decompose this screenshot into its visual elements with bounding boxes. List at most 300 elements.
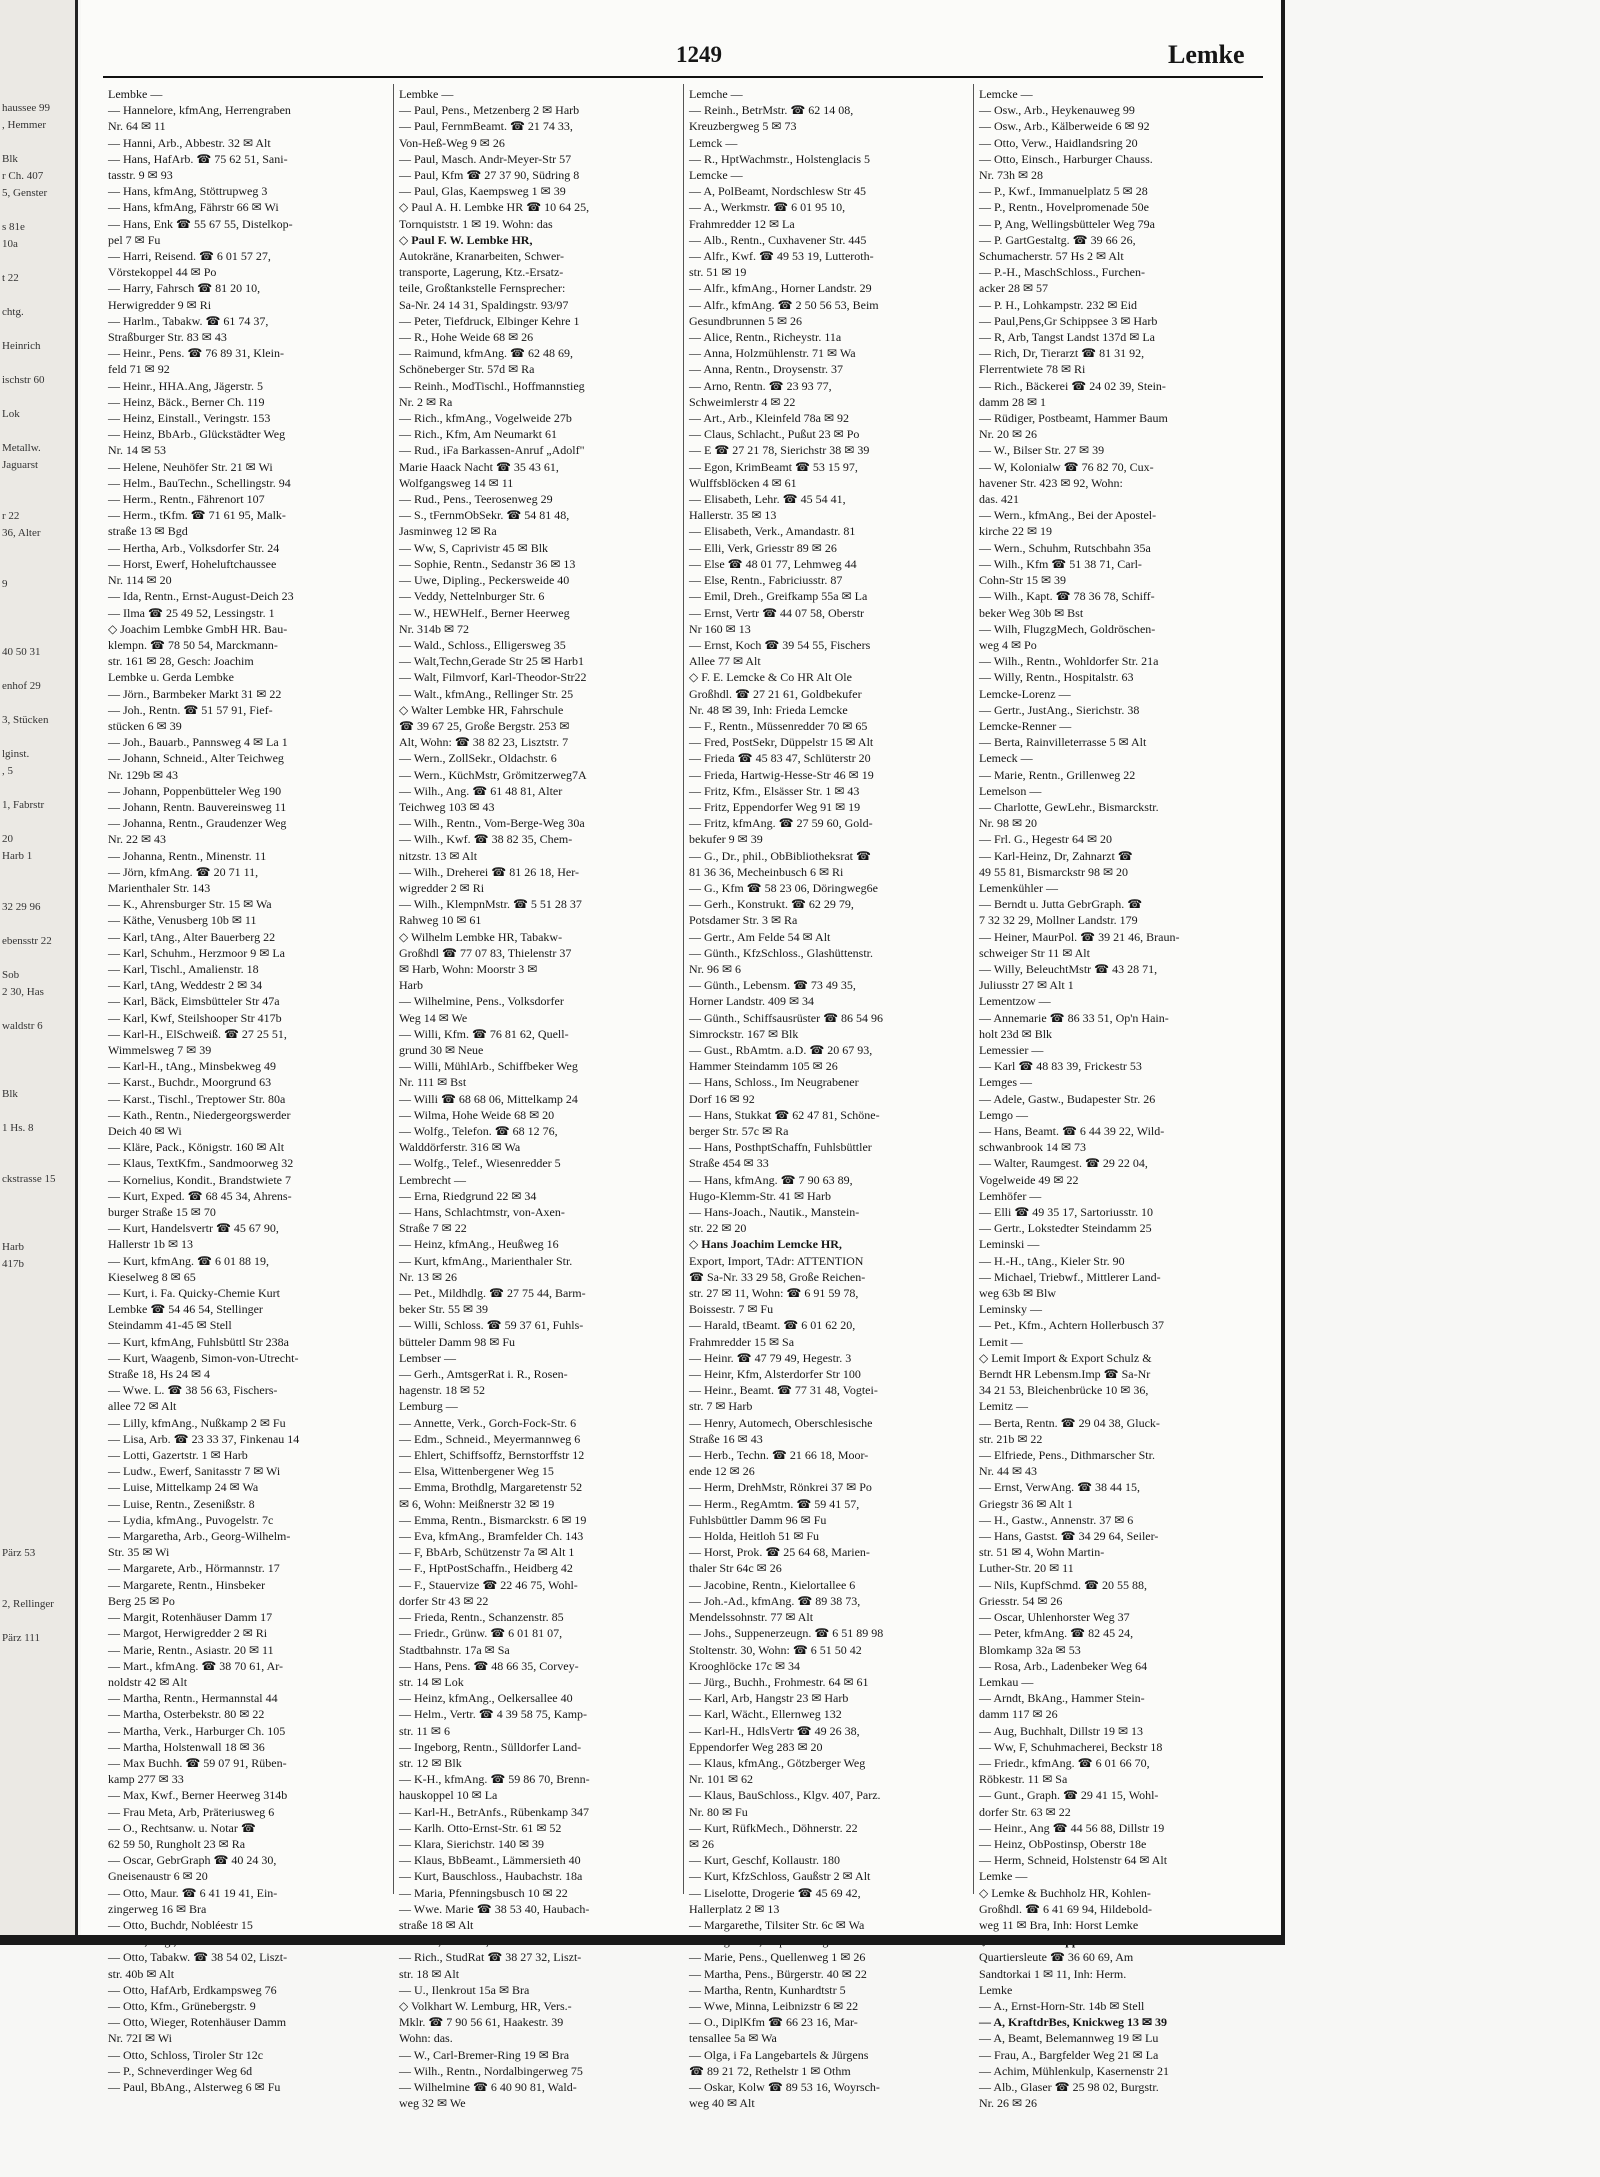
directory-entry: Jasminweg 12 ✉ Ra xyxy=(399,524,497,539)
adjacent-page-fragment: Heinrich xyxy=(2,340,41,352)
directory-entry: — Wilh., Rentn., Vom-Berge-Weg 30a xyxy=(399,816,585,831)
directory-entry: straße 13 ✉ Bgd xyxy=(108,524,188,539)
surname-heading: Lemessier — xyxy=(979,1042,1044,1057)
directory-entry: — Heiner, MaurPol. ☎ 39 21 46, Braun- xyxy=(979,929,1180,944)
directory-entry: ✉ 6, Wohn: Meißnerstr 32 ✉ 19 xyxy=(399,1496,555,1511)
adjacent-page-fragment: , Hemmer xyxy=(2,119,46,131)
directory-entry: Simrockstr. 167 ✉ Blk xyxy=(689,1026,799,1041)
directory-entry: — Frl. G., Hegestr 64 ✉ 20 xyxy=(979,832,1113,847)
directory-entry: Wolfgangsweg 14 ✉ 11 xyxy=(399,475,514,490)
directory-entry: — K., Ahrensburger Str. 15 ✉ Wa xyxy=(108,897,272,912)
directory-entry: ◇ Volkhart W. Lemburg, HR, Vers.- xyxy=(399,1998,572,2013)
adjacent-page-fragment xyxy=(0,1103,75,1120)
directory-entry: — Paul, Kfm ☎ 27 37 90, Südring 8 xyxy=(399,168,580,183)
directory-entry: Hallerplatz 2 ✉ 13 xyxy=(689,1901,780,1916)
directory-entry: — Paul, Masch. Andr-Meyer-Str 57 xyxy=(399,151,572,166)
directory-entry: — Lydia, kfmAng., Puvogelstr. 7c xyxy=(108,1512,274,1527)
directory-entry: str. 7 ✉ Harb xyxy=(689,1399,753,1414)
directory-entry: Straße 7 ✉ 22 xyxy=(399,1221,467,1236)
adjacent-page-fragment xyxy=(0,916,75,933)
adjacent-page-fragment: 3, Stücken xyxy=(2,714,49,726)
directory-entry: — Wilh., Kwf. ☎ 38 82 35, Chem- xyxy=(399,832,573,847)
surname-heading: Lemges — xyxy=(979,1075,1032,1090)
directory-entry: — Rich, Dr, Tierarzt ☎ 81 31 92, xyxy=(979,346,1145,361)
directory-entry: — Johanna, Rentn., Minenstr. 11 xyxy=(108,848,267,863)
directory-entry: — Kurt, Waagenb, Simon-von-Utrecht- xyxy=(108,1350,299,1365)
directory-entry: Stadtbahnstr. 17a ✉ Sa xyxy=(399,1642,510,1657)
directory-entry: — Herm., tKfm. ☎ 71 61 95, Malk- xyxy=(108,508,286,523)
directory-entry: str. 22 ✉ 20 xyxy=(689,1221,747,1236)
directory-entry: — Willi, Kfm. ☎ 76 81 62, Quell- xyxy=(399,1026,569,1041)
directory-entry: — Lilly, kfmAng., Nußkamp 2 ✉ Fu xyxy=(108,1415,286,1430)
directory-entry: Großhdl. ☎ 6 41 69 94, Hildebold- xyxy=(979,1901,1152,1916)
directory-entry: — Wern., KüchMstr, Grömitzerweg7A xyxy=(399,767,587,782)
directory-entry: Sa-Nr. 24 14 31, Spaldingstr. 93/97 xyxy=(399,297,569,312)
directory-entry: — Art., Arb., Kleinfeld 78a ✉ 92 xyxy=(689,411,850,426)
directory-entry: Nr. 2 ✉ Ra xyxy=(399,394,453,409)
adjacent-page-fragment: 36, Alter xyxy=(2,527,41,539)
directory-entry: havener Str. 423 ✉ 92, Wohn: xyxy=(979,475,1123,490)
directory-entry: Berg 25 ✉ Po xyxy=(108,1593,175,1608)
directory-entry: Frahmredder 15 ✉ Sa xyxy=(689,1334,795,1349)
directory-entry: — Holda, Heitloh 51 ✉ Fu xyxy=(689,1529,820,1544)
directory-entry: — E ☎ 27 21 78, Sierichstr 38 ✉ 39 xyxy=(689,443,870,458)
surname-heading: Lemkau — xyxy=(979,1674,1034,1689)
directory-entry: — Elli ☎ 49 35 17, Sartoriusstr. 10 xyxy=(979,1205,1153,1220)
adjacent-page-fragment xyxy=(0,1409,75,1426)
adjacent-page-fragment xyxy=(0,1154,75,1171)
directory-entry: str. 18 ✉ Alt xyxy=(399,1966,460,1981)
adjacent-page-fragment: lginst. xyxy=(2,748,30,760)
directory-entry: — Wilma, Hohe Weide 68 ✉ 20 xyxy=(399,1107,555,1122)
directory-entry: Blomkamp 32a ✉ 53 xyxy=(979,1642,1081,1657)
directory-entry: — Johann, Schneid., Alter Teichweg xyxy=(108,751,284,766)
directory-entry: Potsdamer Str. 3 ✉ Ra xyxy=(689,913,798,928)
directory-entry: ◇ Paul F. W. Lembke HR, xyxy=(399,232,533,247)
directory-entry: — Otto, Maur. ☎ 6 41 19 41, Ein- xyxy=(108,1885,278,1900)
header-rule xyxy=(103,76,1263,78)
surname-heading: Lembke — xyxy=(108,87,163,101)
adjacent-page-fragment xyxy=(0,1307,75,1324)
directory-entry: — Klaus, BauSchloss., Klgv. 407, Parz. xyxy=(689,1788,881,1803)
directory-entry: — Wern., Schuhm, Rutschbahn 35a xyxy=(979,540,1151,555)
directory-entry: — Pet., Mildhdlg. ☎ 27 75 44, Barm- xyxy=(399,1286,586,1301)
directory-entry: Von-Heß-Weg 9 ✉ 26 xyxy=(399,135,505,150)
directory-entry: — Willy, BeleuchtMstr ☎ 43 28 71, xyxy=(979,961,1158,976)
directory-entry: — Joh., Bauarb., Pannsweg 4 ✉ La 1 xyxy=(108,735,288,750)
directory-entry: — Nils, KupfSchmd. ☎ 20 55 88, xyxy=(979,1577,1147,1592)
directory-entry: — Alb., Rentn., Cuxhavener Str. 445 xyxy=(689,232,867,247)
adjacent-page-fragment: chtg. xyxy=(2,306,24,318)
directory-entry: Nr. 80 ✉ Fu xyxy=(689,1804,748,1819)
surname-heading: Lemitz — xyxy=(979,1399,1028,1414)
directory-entry: Nr. 73h ✉ 28 xyxy=(979,168,1044,183)
directory-entry: — P. H., Lohkampstr. 232 ✉ Eid xyxy=(979,297,1138,312)
directory-entry: — Wilhelmine ☎ 6 40 90 81, Wald- xyxy=(399,2079,577,2094)
surname-heading: Lembke — xyxy=(399,87,454,101)
directory-entry: — Karl-H., BetrAnfs., Rübenkamp 347 xyxy=(399,1804,589,1819)
adjacent-page-fragment xyxy=(0,1001,75,1018)
directory-entry: Frahmredder 12 ✉ La xyxy=(689,216,795,231)
directory-entry: noldstr 42 ✉ Alt xyxy=(108,1674,188,1689)
directory-entry: — Luise, Mittelkamp 24 ✉ Wa xyxy=(108,1480,259,1495)
directory-entry: — Emma, Rentn., Bismarckstr. 6 ✉ 19 xyxy=(399,1512,587,1527)
directory-entry: — Herm., Rentn., Fährenort 107 xyxy=(108,492,265,507)
directory-entry: — Karl, Tischl., Amalienstr. 18 xyxy=(108,961,259,976)
adjacent-page-fragment xyxy=(0,287,75,304)
adjacent-page-fragment: r 22 xyxy=(2,510,20,522)
directory-entry: dorfer Str 43 ✉ 22 xyxy=(399,1593,489,1608)
directory-entry: — Karl, Arb, Hangstr 23 ✉ Harb xyxy=(689,1691,849,1706)
page-number: 1249 xyxy=(676,42,722,67)
directory-entry: — Max Buchh. ☎ 59 07 91, Rüben- xyxy=(108,1755,287,1770)
directory-entry: — Lisa, Arb. ☎ 23 33 37, Finkenau 14 xyxy=(108,1431,300,1446)
directory-entry: — F, BbArb, Schützenstr 7a ✉ Alt 1 xyxy=(399,1545,575,1560)
surname-heading: Lemgo — xyxy=(979,1107,1028,1122)
surname-heading: Lembrecht — xyxy=(399,1172,466,1187)
directory-entry: — Elsa, Wittenbergener Weg 15 xyxy=(399,1464,554,1479)
directory-entry: — Eva, kfmAng., Bramfelder Ch. 143 xyxy=(399,1529,584,1544)
directory-entry: — Heinz, kfmAng., Heußweg 16 xyxy=(399,1237,559,1252)
directory-entry: — Günth., Lebensm. ☎ 73 49 35, xyxy=(689,978,856,993)
directory-entry: — Emil, Dreh., Greifkamp 55a ✉ La xyxy=(689,589,868,604)
directory-entry: 7 32 32 29, Mollner Landstr. 179 xyxy=(979,913,1138,928)
adjacent-page-fragment xyxy=(0,1188,75,1205)
directory-entry: — Klaus, TextKfm., Sandmoorweg 32 xyxy=(108,1156,294,1171)
directory-entry: — Kurt, Bauschloss., Haubachstr. 18a xyxy=(399,1869,583,1884)
directory-entry: — Kurt, i. Fa. Quicky-Chemie Kurt xyxy=(108,1286,280,1301)
directory-entry: — Karlh. Otto-Ernst-Str. 61 ✉ 52 xyxy=(399,1820,562,1835)
adjacent-page-fragment xyxy=(0,1375,75,1392)
directory-entry: Nr. 114 ✉ 20 xyxy=(108,573,172,588)
directory-entry: str. 161 ✉ 28, Gesch: Joachim xyxy=(108,654,254,669)
adjacent-page-fragment: waldstr 6 xyxy=(2,1020,43,1032)
adjacent-page-fragment: haussee 99 xyxy=(2,102,50,114)
surname-heading: Lemke — xyxy=(979,1869,1028,1884)
directory-entry: — Wolfg., Telef., Wiesenredder 5 xyxy=(399,1156,561,1171)
adjacent-page-fragment: 9 xyxy=(2,578,8,590)
directory-entry: — Walter, Raumgest. ☎ 29 22 04, xyxy=(979,1156,1148,1171)
directory-entry: — Johanna, Rentn., Graudenzer Weg xyxy=(108,816,287,831)
directory-entry: — G., Kfm ☎ 58 23 06, Döringweg6e xyxy=(689,880,878,895)
directory-entry: — R., Hohe Weide 68 ✉ 26 xyxy=(399,330,534,345)
directory-entry: Nr. 13 ✉ 26 xyxy=(399,1269,458,1284)
adjacent-page-fragment xyxy=(0,1205,75,1222)
surname-heading: Lemelson — xyxy=(979,783,1042,798)
directory-entry: damm 28 ✉ 1 xyxy=(979,394,1047,409)
adjacent-page-fragment xyxy=(0,1290,75,1307)
directory-entry: Dorf 16 ✉ 92 xyxy=(689,1091,755,1106)
directory-entry: — Ida, Rentn., Ernst-August-Deich 23 xyxy=(108,589,294,604)
directory-entry: str. 11 ✉ 6 xyxy=(399,1723,450,1738)
directory-entry: str. 12 ✉ Blk xyxy=(399,1755,462,1770)
adjacent-page-fragment xyxy=(0,814,75,831)
directory-entry: — Rich., Bäckerei ☎ 24 02 39, Stein- xyxy=(979,378,1166,393)
adjacent-page-fragment: 2 30, Has xyxy=(2,986,44,998)
directory-entry: — Kurt, kfmAng., Marienthaler Str. xyxy=(399,1253,573,1268)
directory-entry: Juliusstr 27 ✉ Alt 1 xyxy=(979,978,1074,993)
directory-entry: Nr. 44 ✉ 43 xyxy=(979,1464,1038,1479)
directory-entry: — Walt, Filmvorf, Karl-Theodor-Str22 xyxy=(399,670,587,685)
directory-entry: — Friedr., Grünw. ☎ 6 01 81 07, xyxy=(399,1626,563,1641)
directory-entry: — Wald., Schloss., Elligersweg 35 xyxy=(399,637,566,652)
adjacent-page-fragment xyxy=(0,474,75,491)
adjacent-page-fragment xyxy=(0,1052,75,1069)
directory-entry: — Ernst, VerwAng. ☎ 38 44 15, xyxy=(979,1480,1141,1495)
directory-entry: Autokräne, Kranarbeiten, Schwer- xyxy=(399,249,565,264)
directory-entry: — Wilh, FlugzgMech, Goldröschen- xyxy=(979,621,1156,636)
directory-entry: — Walt., kfmAng., Rellinger Str. 25 xyxy=(399,686,574,701)
directory-entry: — Willi, MühlArb., Schiffbeker Weg xyxy=(399,1059,578,1074)
adjacent-page-fragment xyxy=(0,355,75,372)
directory-entry: — Hans-Joach., Nautik., Manstein- xyxy=(689,1205,860,1220)
directory-entry: stücken 6 ✉ 39 xyxy=(108,718,182,733)
directory-entry: Schumacherstr. 57 Hs 2 ✉ Alt xyxy=(979,249,1124,264)
adjacent-page-fragment xyxy=(0,321,75,338)
adjacent-page-fragment: , 5 xyxy=(2,765,13,777)
adjacent-page-fragment: Blk xyxy=(2,1088,18,1100)
directory-entry: — Liselotte, Drogerie ☎ 45 69 42, xyxy=(689,1885,861,1900)
directory-entry: — Pet., Kfm., Achtern Hollerbusch 37 xyxy=(979,1318,1164,1333)
directory-entry: weg 63b ✉ Blw xyxy=(979,1286,1057,1301)
directory-entry: hagenstr. 18 ✉ 52 xyxy=(399,1383,486,1398)
directory-entry: — Fritz, kfmAng. ☎ 27 59 60, Gold- xyxy=(689,816,873,831)
adjacent-page-fragment: Pärz 53 xyxy=(2,1547,36,1559)
column-3 xyxy=(683,84,973,2111)
adjacent-page-fragment xyxy=(0,1341,75,1358)
directory-entry: — Klaus, BbBeamt., Lämmersieth 40 xyxy=(399,1853,581,1868)
directory-entry: — Wern., kfmAng., Bei der Apostel- xyxy=(979,508,1157,523)
directory-entry: str. 27 ✉ 11, Wohn: ☎ 6 91 59 78, xyxy=(689,1286,859,1301)
directory-entry: bütteler Damm 98 ✉ Fu xyxy=(399,1334,516,1349)
directory-entry: — H., Gastw., Annenstr. 37 ✉ 6 xyxy=(979,1512,1134,1527)
directory-entry: — S., tFernmObSekr. ☎ 54 81 48, xyxy=(399,508,570,523)
directory-entry: — Gerh., Konstrukt. ☎ 62 29 79, xyxy=(689,897,854,912)
directory-entry: — Edm., Schneid., Meyermannweg 6 xyxy=(399,1431,581,1446)
directory-entry: — Johann, Rentn. Bauvereinsweg 11 xyxy=(108,799,287,814)
directory-entry: — Peter, kfmAng. ☎ 82 45 24, xyxy=(979,1626,1134,1641)
directory-entry: — Hans, PosthptSchaffn, Fuhlsbüttler xyxy=(689,1140,872,1155)
directory-entry: — Hans, kfmAng, Stöttrupweg 3 xyxy=(108,184,268,199)
directory-entry: Röbkestr. 11 ✉ Sa xyxy=(979,1772,1068,1787)
directory-entry: — Heinz, BbArb., Glückstädter Weg xyxy=(108,427,286,442)
adjacent-page-fragment: enhof 29 xyxy=(2,680,41,692)
directory-entry: — Hans, Schloss., Im Neugrabener xyxy=(689,1075,859,1090)
directory-entry: — Margit, Rotenhäuser Damm 17 xyxy=(108,1610,273,1625)
directory-entry: Straße 16 ✉ 43 xyxy=(689,1431,763,1446)
column-2 xyxy=(393,84,683,2111)
adjacent-page-fragment xyxy=(0,1613,75,1630)
directory-entry: ✉ Harb, Wohn: Moorstr 3 ✉ xyxy=(399,961,538,976)
directory-entry: Straßburger Str. 83 ✉ 43 xyxy=(108,330,227,345)
directory-entry: — Gertr., Am Felde 54 ✉ Alt xyxy=(689,929,831,944)
directory-entry: — Herm, DrehMstr, Rönkrei 37 ✉ Po xyxy=(689,1480,872,1495)
adjacent-page-fragment xyxy=(0,134,75,151)
adjacent-page-fragment xyxy=(0,610,75,627)
directory-entry: — Otto, Wieger, Rotenhäuser Damm xyxy=(108,2015,287,2030)
directory-entry: Nr. 64 ✉ 11 xyxy=(108,119,166,134)
directory-entry: — Veddy, Nettelnburger Str. 6 xyxy=(399,589,545,604)
directory-entry: ◇ Hans Joachim Lemcke HR, xyxy=(689,1237,842,1252)
directory-entry: — Frieda, Rentn., Schanzenstr. 85 xyxy=(399,1610,564,1625)
directory-entry: — Elfriede, Pens., Dithmarscher Str. xyxy=(979,1448,1155,1463)
directory-entry: — Kurt, kfmAng. ☎ 6 01 88 19, xyxy=(108,1253,269,1268)
directory-entry: — Arno, Rentn. ☎ 23 93 77, xyxy=(689,378,832,393)
adjacent-page-fragment: Blk xyxy=(2,153,18,165)
directory-entry: — Günth., KfzSchloss., Glashüttenstr. xyxy=(689,945,873,960)
directory-entry: — Lotti, Gazertstr. 1 ✉ Harb xyxy=(108,1448,248,1463)
directory-entry: str. 14 ✉ Lok xyxy=(399,1674,464,1689)
directory-entry: — W., HEWHelf., Berner Heerweg xyxy=(399,605,570,620)
directory-entry: — A, KraftdrBes, Knickweg 13 ✉ 39 xyxy=(979,2015,1168,2030)
adjacent-page-fragment xyxy=(0,1273,75,1290)
directory-entry: — Rich., Kfm, Am Neumarkt 61 xyxy=(399,427,557,442)
directory-entry: — Marie, Rentn., Grillenweg 22 xyxy=(979,767,1136,782)
directory-entry: — Wern., ZollSekr., Oldachstr. 6 xyxy=(399,751,557,766)
directory-entry: — Günth., Schiffsausrüster ☎ 86 54 96 xyxy=(689,1010,884,1025)
surname-heading: Lemenkühler — xyxy=(979,880,1058,895)
directory-entry: — A, PolBeamt, Nordschlesw Str 45 xyxy=(689,184,866,199)
adjacent-page-fragment xyxy=(0,1494,75,1511)
directory-entry: Luther-Str. 20 ✉ 11 xyxy=(979,1561,1074,1576)
directory-entry: Deich 40 ✉ Wi xyxy=(108,1124,182,1138)
directory-entry: — Jörn, kfmAng. ☎ 20 71 11, xyxy=(108,864,259,879)
directory-entry: — Kath., Rentn., Niedergeorgswerder xyxy=(108,1107,291,1122)
directory-entry: — Margot, Herwigredder 2 ✉ Ri xyxy=(108,1626,268,1641)
directory-entry: — Rich., StudRat ☎ 38 27 32, Liszt- xyxy=(399,1950,582,1965)
directory-entry: Walddörferstr. 316 ✉ Wa xyxy=(399,1140,521,1155)
directory-entry: — W, Kolonialw ☎ 76 82 70, Cux- xyxy=(979,459,1154,474)
adjacent-page-fragment xyxy=(0,542,75,559)
surname-heading: Lemburg — xyxy=(399,1399,458,1414)
directory-entry: str. 51 ✉ 4, Wohn Martin- xyxy=(979,1545,1105,1560)
directory-entry: — Gust., RbAmtm. a.D. ☎ 20 67 93, xyxy=(689,1042,873,1057)
directory-entry: — A., Ernst-Horn-Str. 14b ✉ Stell xyxy=(979,1998,1145,2013)
directory-entry: — Heinr, Kfm, Alsterdorfer Str 100 xyxy=(689,1367,861,1382)
directory-entry: Nr. 14 ✉ 53 xyxy=(108,443,167,458)
directory-entry: — Raimund, kfmAng. ☎ 62 48 69, xyxy=(399,346,573,361)
directory-entry: — Paul, Pens., Metzenberg 2 ✉ Harb xyxy=(399,103,580,118)
directory-entry: — Wolfg., Telefon. ☎ 68 12 76, xyxy=(399,1124,558,1138)
directory-entry: — Alfr., Kwf. ☎ 49 53 19, Lutteroth- xyxy=(689,249,874,264)
adjacent-page-fragment: ischstr 60 xyxy=(2,374,45,386)
adjacent-page-fragment: 40 50 31 xyxy=(2,646,41,658)
directory-entry: — Rud., Pens., Teerosenweg 29 xyxy=(399,492,553,507)
adjacent-page-fragment: 417b xyxy=(2,1258,24,1270)
directory-entry: — Anna, Holzmühlenstr. 71 ✉ Wa xyxy=(689,346,856,361)
directory-entry: — Margaretha, Arb., Georg-Wilhelm- xyxy=(108,1529,291,1544)
directory-entry: — Fritz, Kfm., Elsässer Str. 1 ✉ 43 xyxy=(689,783,860,798)
directory-entry: — Jörn., Barmbeker Markt 31 ✉ 22 xyxy=(108,686,282,701)
directory-entry: — Claus, Schlacht., Pußut 23 ✉ Po xyxy=(689,427,860,442)
directory-entry: Stoltenstr. 30, Wohn: ☎ 6 51 50 42 xyxy=(689,1642,862,1657)
adjacent-page-fragment xyxy=(0,1426,75,1443)
directory-entry: Lemke xyxy=(979,1982,1013,1997)
adjacent-page-fragment: ckstrasse 15 xyxy=(2,1173,56,1185)
page-leaf xyxy=(81,0,1281,2111)
directory-entry: — P., Kwf., Immanuelplatz 5 ✉ 28 xyxy=(979,184,1148,199)
adjacent-page-fragment xyxy=(0,253,75,270)
directory-entry: Nr. 98 ✉ 20 xyxy=(979,816,1038,831)
directory-entry: — Oscar, GebrGraph ☎ 40 24 30, xyxy=(108,1853,277,1868)
column-4 xyxy=(973,84,1263,2111)
directory-entry: — Otto, Kfm., Grünebergstr. 9 xyxy=(108,1998,256,2013)
directory-entry: — Otto, Schloss, Tiroler Str 12c xyxy=(108,2047,264,2062)
directory-entry: Nr. 314b ✉ 72 xyxy=(399,621,470,636)
directory-entry: — Helm., Vertr. ☎ 4 39 58 75, Kamp- xyxy=(399,1707,588,1722)
directory-entry: — Peter, Tiefdruck, Elbinger Kehre 1 xyxy=(399,313,580,328)
directory-entry: hauskoppel 10 ✉ La xyxy=(399,1788,498,1803)
directory-entry: — Hans, kfmAng. ☎ 7 90 63 89, xyxy=(689,1172,853,1187)
directory-entry: — Martha, Osterbekstr. 80 ✉ 22 xyxy=(108,1707,265,1722)
directory-entry: — Kornelius, Kondit., Brandstwiete 7 xyxy=(108,1172,291,1187)
directory-entry: — Hans, Stukkat ☎ 62 47 81, Schöne- xyxy=(689,1107,880,1122)
directory-entry: Straße 18, Hs 24 ✉ 4 xyxy=(108,1367,211,1382)
directory-entry: — Frieda ☎ 45 83 47, Schlüterstr 20 xyxy=(689,751,871,766)
directory-entry: — Berta, Rainvilleterrasse 5 ✉ Alt xyxy=(979,735,1147,750)
directory-entry: — Otto, HafArb, Erdkampsweg 76 xyxy=(108,1982,277,1997)
surname-heading: Lemcke — xyxy=(979,87,1033,101)
directory-entry: ◇ Walter Lembke HR, Fahrschule xyxy=(399,702,564,717)
directory-entry: Harb xyxy=(399,978,423,993)
directory-entry: — Hans, Gastst. ☎ 34 29 64, Seiler- xyxy=(979,1529,1159,1544)
directory-entry: — Heinr. ☎ 47 79 49, Hegestr. 3 xyxy=(689,1350,852,1365)
adjacent-page-fragment xyxy=(0,1069,75,1086)
directory-entry: Wulffsblöcken 4 ✉ 61 xyxy=(689,475,797,490)
directory-entry: — Paul, FernmBeamt. ☎ 21 74 33, xyxy=(399,119,573,134)
directory-entry: wigredder 2 ✉ Ri xyxy=(399,880,485,895)
directory-entry: Kreuzbergweg 5 ✉ 73 xyxy=(689,119,797,134)
directory-entry: — Friedr., kfmAng. ☎ 6 01 66 70, xyxy=(979,1755,1150,1770)
directory-entry: — P., Schneverdinger Weg 6d xyxy=(108,2063,253,2078)
directory-entry: — U., Ilenkrout 15a ✉ Bra xyxy=(399,1982,530,1997)
directory-entry: — H.-H., tAng., Kieler Str. 90 xyxy=(979,1253,1125,1268)
directory-entry: teile, Großtankstelle Fernsprecher: xyxy=(399,281,566,296)
directory-entry: Nr. 72I ✉ Wi xyxy=(108,2031,173,2046)
directory-entry: — Heinr., Pens. ☎ 76 89 31, Klein- xyxy=(108,346,284,361)
adjacent-page-fragment: ebensstr 22 xyxy=(2,935,52,947)
directory-entry: — Marie, Pens., Quellenweg 1 ✉ 26 xyxy=(689,1950,866,1965)
directory-entry: — Henry, Automech, Oberschlesische xyxy=(689,1415,873,1430)
adjacent-page-fragment: 20 xyxy=(2,833,13,845)
directory-entry: — Harry, Fahrsch ☎ 81 20 10, xyxy=(108,281,261,296)
directory-entry: — Mart., kfmAng. ☎ 38 70 61, Ar- xyxy=(108,1658,284,1673)
scan-bottom-shadow xyxy=(0,1935,1285,1945)
directory-entry: — Rosa, Arb., Ladenbeker Weg 64 xyxy=(979,1658,1148,1673)
directory-entry: — Paul,Pens,Gr Schippsee 3 ✉ Harb xyxy=(979,313,1158,328)
directory-entry: — Karl-H., tAng., Minsbekweg 49 xyxy=(108,1059,276,1074)
directory-entry: — Arndt, BkAng., Hammer Stein- xyxy=(979,1691,1145,1706)
directory-entry: — Wwe, Minna, Leibnizstr 6 ✉ 22 xyxy=(689,1998,859,2013)
directory-entry: — Egon, KrimBeamt ☎ 53 15 97, xyxy=(689,459,858,474)
directory-entry: — Hans, HafArb. ☎ 75 62 51, Sani- xyxy=(108,151,288,166)
directory-entry: Steindamm 41-45 ✉ Stell xyxy=(108,1318,232,1333)
directory-entry: Nr. 96 ✉ 6 xyxy=(689,961,742,976)
adjacent-page-fragment xyxy=(0,627,75,644)
directory-entry: Weg 14 ✉ We xyxy=(399,1010,468,1025)
directory-entry: — Harald, tBeamt. ☎ 6 01 62 20, xyxy=(689,1318,856,1333)
directory-entry: Straße 454 ✉ 33 xyxy=(689,1156,769,1171)
surname-heading: Lemcke-Renner — xyxy=(979,718,1072,733)
directory-entry: ☎ 39 67 25, Große Bergstr. 253 ✉ xyxy=(399,718,570,733)
directory-entry: Cohn-Str 15 ✉ 39 xyxy=(979,573,1067,588)
directory-entry: — Wilhelmine, Pens., Volksdorfer xyxy=(399,994,564,1009)
directory-entry: — Wilh., Dreherei ☎ 81 26 18, Her- xyxy=(399,864,579,879)
directory-entry: — Hans, kfmAng, Fährstr 66 ✉ Wi xyxy=(108,200,279,215)
directory-entry: dorfer Str. 63 ✉ 22 xyxy=(979,1804,1071,1819)
surname-heading: Leminsky — xyxy=(979,1302,1042,1317)
directory-entry: ◇ Lemit Import & Export Schulz & xyxy=(979,1350,1152,1365)
